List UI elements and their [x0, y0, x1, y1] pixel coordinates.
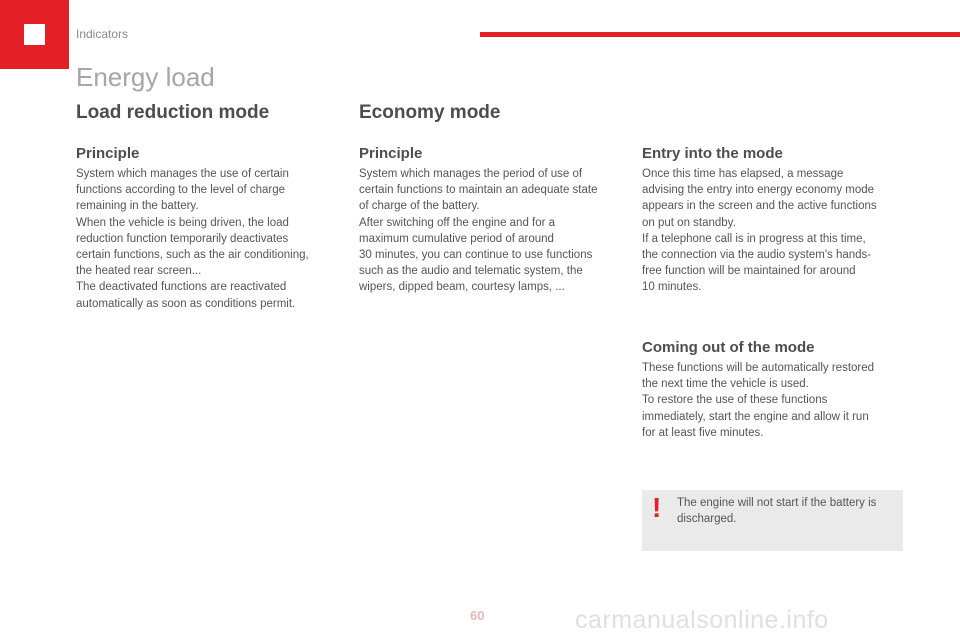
chapter-tab [0, 0, 69, 69]
text-line: advising the entry into energy economy mode [642, 184, 875, 197]
text-line: immediately, start the engine and allow it run [642, 410, 869, 423]
text-line: To restore the use of these functions [642, 394, 828, 407]
text-line: functions according to the level of charge [76, 184, 286, 197]
load-reduction-heading: Load reduction mode [76, 102, 270, 123]
economy-mode-heading: Economy mode [359, 102, 501, 123]
chapter-tab-square [24, 24, 45, 45]
text-line: reduction function temporarily deactivates [76, 232, 289, 245]
text-line: free function will be maintained for around [642, 265, 856, 278]
exit-mode-text [642, 360, 874, 441]
text-line: discharged. [677, 513, 737, 526]
text-line: 10 minutes. [642, 281, 702, 294]
text-line: remaining in the battery. [76, 200, 199, 213]
text-line: When the vehicle is being driven, the load [76, 216, 289, 229]
text-line: The engine will not start if the battery is [677, 497, 877, 509]
text-line: certain functions, such as the air conditioning, [76, 249, 309, 262]
exclamation-icon: ! [652, 492, 662, 523]
warning-box [642, 490, 903, 551]
text-line: System which manages the use of certain [76, 168, 289, 180]
text-line: maximum cumulative period of around [359, 232, 554, 245]
entry-mode-heading: Entry into the mode [642, 145, 783, 162]
text-line: the connection via the audio system's hands- [642, 249, 872, 262]
load-reduction-principle-text [76, 166, 309, 312]
text-line: for at least five minutes. [642, 426, 764, 439]
entry-mode-text [642, 166, 877, 296]
text-line: on put on standby. [642, 216, 736, 229]
page-title: Energy load [76, 62, 215, 92]
text-line: automatically as soon as conditions permit. [76, 297, 296, 310]
text-line: Once this time has elapsed, a message [642, 168, 844, 180]
text-line: such as the audio and telematic system, the [359, 265, 583, 278]
text-line: wipers, dipped beam, courtesy lamps, ... [359, 281, 565, 294]
text-line: System which manages the period of use of [359, 168, 583, 180]
text-line: certain functions to maintain an adequate state [359, 184, 598, 197]
economy-principle-heading: Principle [359, 145, 423, 162]
section-label: Indicators [76, 27, 129, 41]
exit-mode-heading: Coming out of the mode [642, 339, 815, 356]
text-line: These functions will be automatically restored [642, 362, 875, 374]
warning-text [677, 495, 876, 527]
text-line: If a telephone call is in progress at this time, [642, 232, 866, 245]
load-reduction-principle-heading: Principle [76, 145, 140, 162]
text-line: appears in the screen and the active functions [642, 200, 877, 213]
text-line: 30 minutes, you can continue to use functions [359, 249, 593, 262]
text-line: The deactivated functions are reactivated [76, 281, 287, 294]
page-number: 60 [470, 608, 485, 623]
text-line: of charge of the battery. [359, 200, 480, 213]
text-line: After switching off the engine and for a [359, 216, 556, 229]
watermark: carmanualsonline.info [575, 606, 829, 634]
economy-principle-text [359, 166, 597, 296]
text-line: the heated rear screen... [76, 265, 202, 278]
text-line: the next time the vehicle is used. [642, 378, 809, 391]
header-accent-bar [480, 32, 960, 37]
